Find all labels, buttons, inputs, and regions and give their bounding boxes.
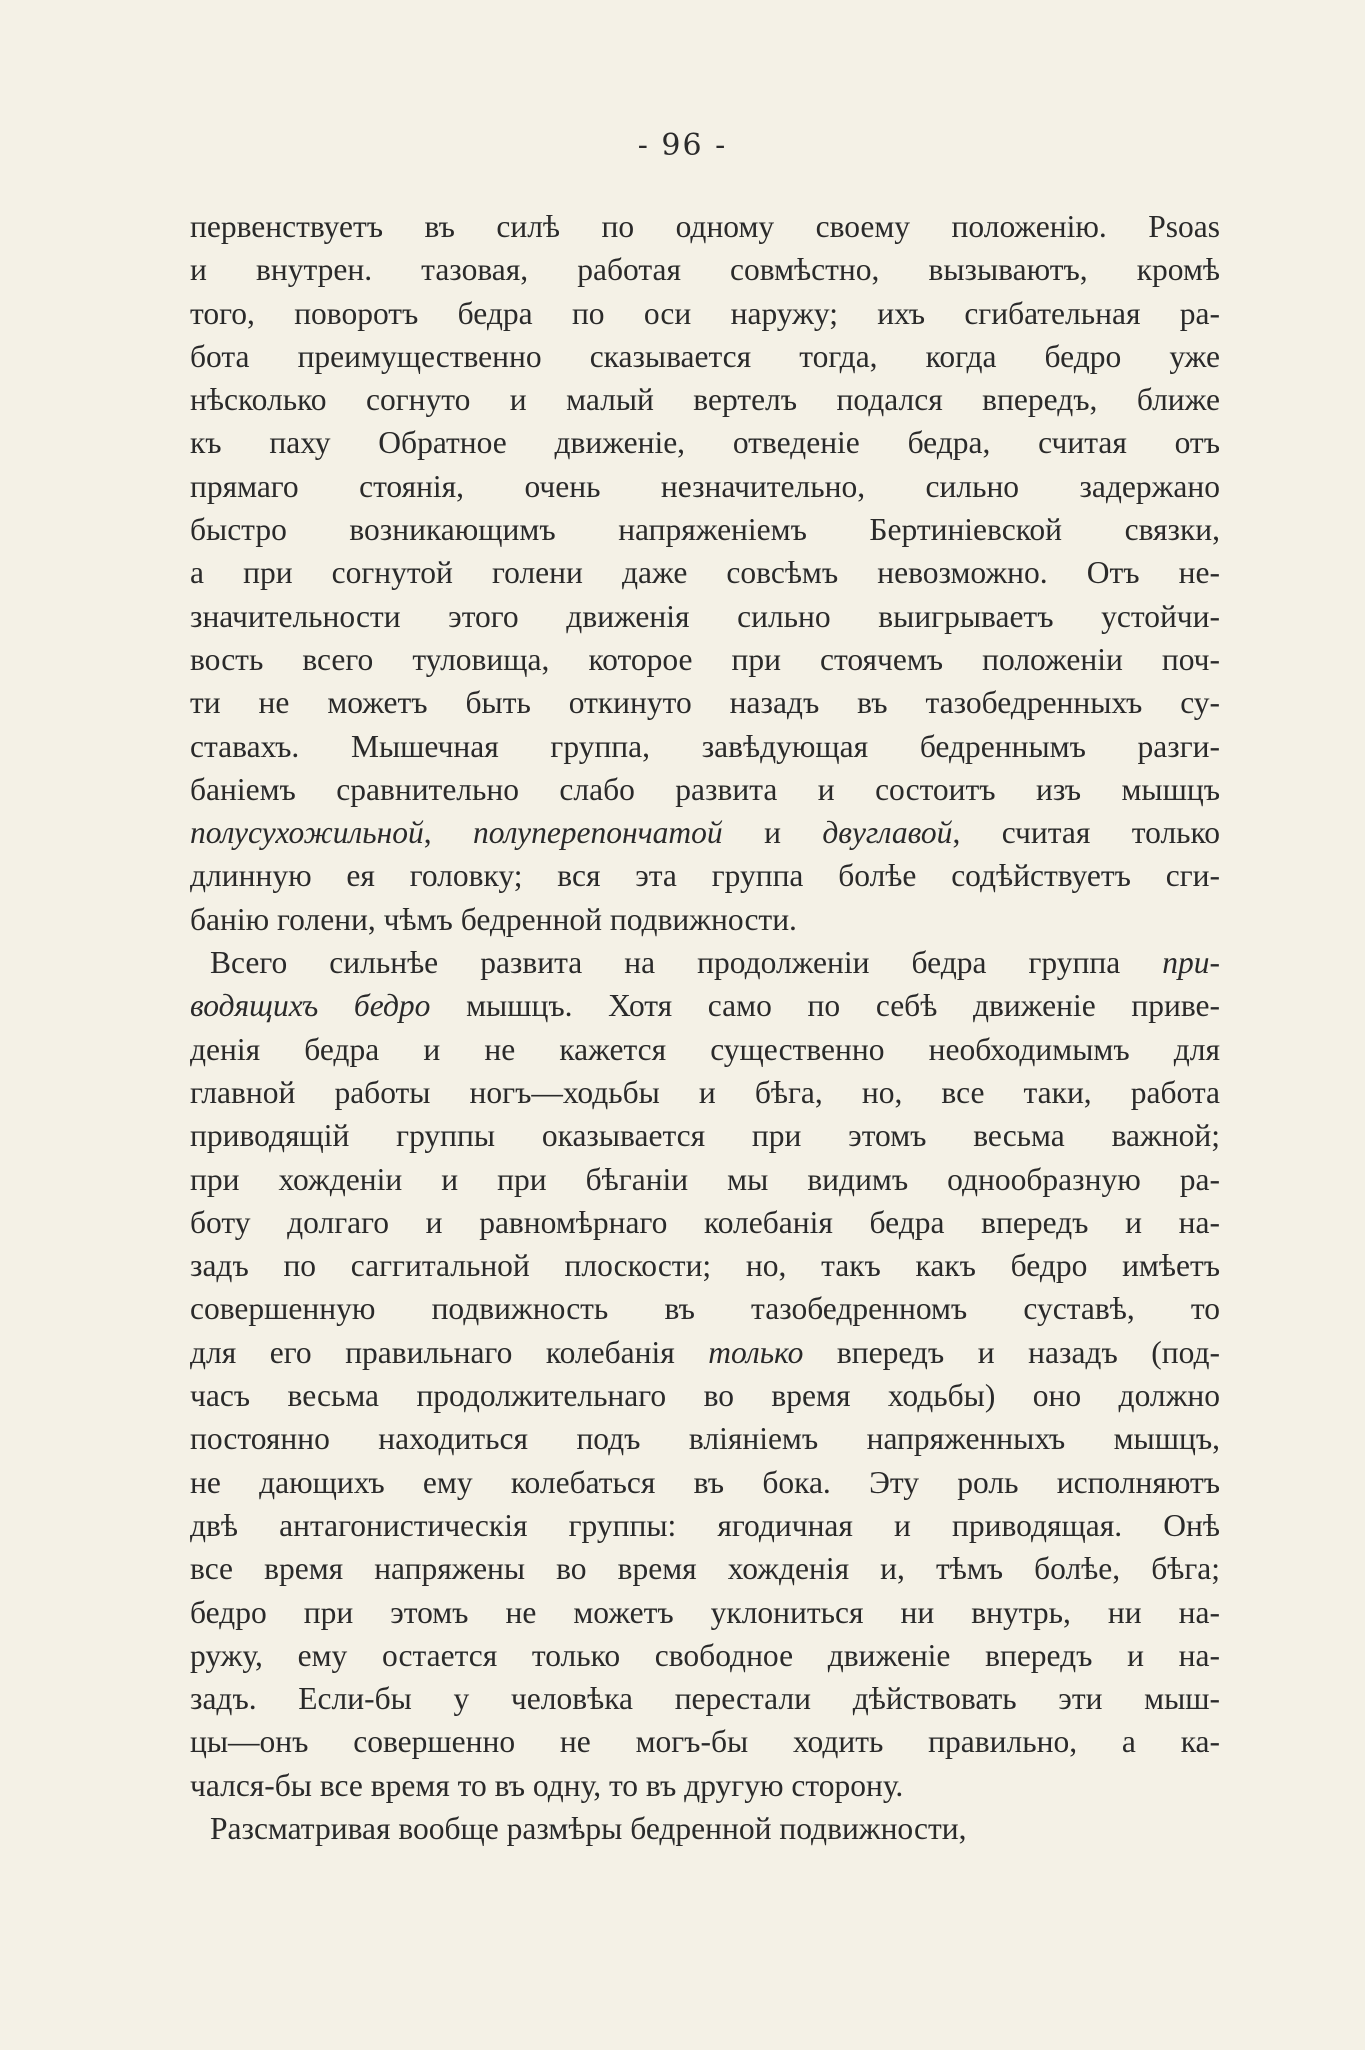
text-line	[190, 811, 1220, 854]
text-segment: того, поворотъ бедра по оси наружу; ихъ сгибательная ра-	[190, 295, 1220, 331]
paragraph	[190, 1807, 1220, 1850]
text-line	[190, 335, 1220, 378]
text-segment: бедро при этомъ не можетъ уклониться ни внутрь, ни на-	[190, 1594, 1220, 1630]
text-segment: прямаго стоянія, очень незначительно, сильно задержано	[190, 468, 1220, 504]
text-line	[190, 1591, 1220, 1634]
text-line	[190, 984, 1220, 1027]
text-segment: постоянно находиться подъ вліяніемъ напряженныхъ мышцъ,	[190, 1421, 1220, 1457]
body-text	[190, 205, 1220, 1850]
text-line	[190, 1417, 1220, 1460]
text-segment: быстро возникающимъ напряженіемъ Бертиніевской связки,	[190, 512, 1220, 548]
text-line	[190, 1071, 1220, 1114]
text-line	[190, 1634, 1220, 1677]
text-segment: задъ. Если-бы у человѣка перестали дѣйствовать эти мыш-	[190, 1681, 1220, 1717]
text-line	[190, 1158, 1220, 1201]
italic-term: полусухожильной	[190, 815, 424, 851]
text-segment: значительности этого движенія сильно выигрываетъ устойчи-	[190, 598, 1220, 634]
text-line	[190, 421, 1220, 464]
paragraph	[190, 205, 1220, 941]
text-line	[190, 768, 1220, 811]
page-number: - 96 -	[637, 128, 728, 163]
text-segment: часъ весьма продолжительнаго во время ходьбы) оно должно	[190, 1378, 1220, 1414]
text-segment: банію голени, чѣмъ бедренной подвижности.	[190, 901, 797, 937]
text-line	[190, 1374, 1220, 1417]
text-segment: ,	[423, 815, 474, 851]
text-segment: не дающихъ ему колебаться въ бока. Эту роль исполняютъ	[190, 1464, 1220, 1500]
text-segment: , считая только	[952, 815, 1220, 851]
text-segment: при хожденіи и при бѣганіи мы видимъ однообразную ра-	[190, 1161, 1220, 1197]
text-segment: Всего сильнѣе развита на продолженіи бедра группа	[210, 945, 1163, 981]
text-segment: нѣсколько согнуто и малый вертелъ подался впередъ, ближе	[190, 382, 1220, 418]
text-line	[190, 1331, 1220, 1374]
text-segment: мышцъ. Хотя само по себѣ движеніе приве-	[430, 988, 1220, 1024]
text-line	[190, 551, 1220, 594]
text-line	[190, 1244, 1220, 1287]
text-segment: боту долгаго и равномѣрнаго колебанія бедра впередъ и на-	[190, 1204, 1220, 1240]
text-segment: задъ по саггитальной плоскости; но, такъ какъ бедро имѣетъ	[190, 1248, 1220, 1284]
text-segment: главной работы ногъ—ходьбы и бѣга, но, все таки, работа	[190, 1074, 1220, 1110]
text-line	[190, 725, 1220, 768]
text-line	[190, 1114, 1220, 1157]
text-line	[190, 595, 1220, 638]
text-line	[190, 292, 1220, 335]
text-segment: вость всего туловища, которое при стоячемъ положеніи поч-	[190, 641, 1220, 677]
italic-term: полуперепончатой	[473, 815, 723, 851]
text-line	[190, 1287, 1220, 1330]
text-line	[190, 854, 1220, 897]
text-segment: совершенную подвижность въ тазобедренномъ суставѣ, то	[190, 1291, 1220, 1327]
italic-term: при-	[1162, 945, 1220, 981]
italic-term: двуглавой	[822, 815, 953, 851]
text-segment: впередъ и назадъ (под-	[803, 1334, 1220, 1370]
text-line	[190, 681, 1220, 724]
italic-term: только	[708, 1334, 804, 1370]
text-segment: для его правильнаго колебанія	[190, 1334, 709, 1370]
text-segment: и	[722, 815, 823, 851]
text-line	[190, 1677, 1220, 1720]
text-segment: длинную ея головку; вся эта группа болѣе содѣйствуетъ сги-	[190, 858, 1220, 894]
text-line	[190, 378, 1220, 421]
text-segment: цы—онъ совершенно не могъ-бы ходить правильно, а ка-	[190, 1724, 1220, 1760]
text-line	[190, 508, 1220, 551]
text-line	[190, 1720, 1220, 1763]
text-line	[190, 941, 1220, 984]
text-segment: а при согнутой голени даже совсѣмъ невозможно. Отъ не-	[190, 555, 1220, 591]
text-line	[190, 248, 1220, 291]
text-line	[190, 638, 1220, 681]
italic-term: водящихъ бедро	[190, 988, 431, 1024]
text-line	[190, 1764, 1220, 1807]
text-segment: чался-бы все время то въ одну, то въ другую сторону.	[190, 1767, 904, 1803]
paragraph	[190, 941, 1220, 1807]
text-line	[190, 1201, 1220, 1244]
text-segment: денія бедра и не кажется существенно необходимымъ для	[190, 1031, 1220, 1067]
text-line	[190, 1807, 1220, 1850]
text-line	[190, 1547, 1220, 1590]
text-segment: ставахъ. Мышечная группа, завѣдующая бедреннымъ разги-	[190, 728, 1220, 764]
text-segment: все время напряжены во время хожденія и, тѣмъ болѣе, бѣга;	[190, 1551, 1220, 1587]
text-segment: баніемъ сравнительно слабо развита и состоитъ изъ мышцъ	[190, 771, 1220, 807]
text-line	[190, 898, 1220, 941]
text-segment: бота преимущественно сказывается тогда, когда бедро уже	[190, 338, 1220, 374]
text-line	[190, 205, 1220, 248]
text-segment: двѣ антагонистическія группы: ягодичная и приводящая. Онѣ	[190, 1507, 1220, 1543]
text-segment: къ паху Обратное движеніе, отведеніе бедра, считая отъ	[190, 425, 1220, 461]
text-line	[190, 1461, 1220, 1504]
text-segment: ти не можетъ быть откинуто назадъ въ тазобедренныхъ су-	[190, 685, 1220, 721]
text-segment: Разсматривая вообще размѣры бедренной подвижности,	[210, 1810, 967, 1846]
text-line	[190, 1504, 1220, 1547]
text-segment: первенствуетъ въ силѣ по одному своему положенію. Psoas	[190, 209, 1220, 244]
text-line	[190, 465, 1220, 508]
text-segment: и внутрен. тазовая, работая совмѣстно, вызываютъ, кромѣ	[190, 252, 1220, 288]
text-segment: ружу, ему остается только свободное движеніе впередъ и на-	[190, 1637, 1220, 1673]
text-segment: приводящій группы оказывается при этомъ весьма важной;	[190, 1118, 1220, 1154]
text-line	[190, 1028, 1220, 1071]
